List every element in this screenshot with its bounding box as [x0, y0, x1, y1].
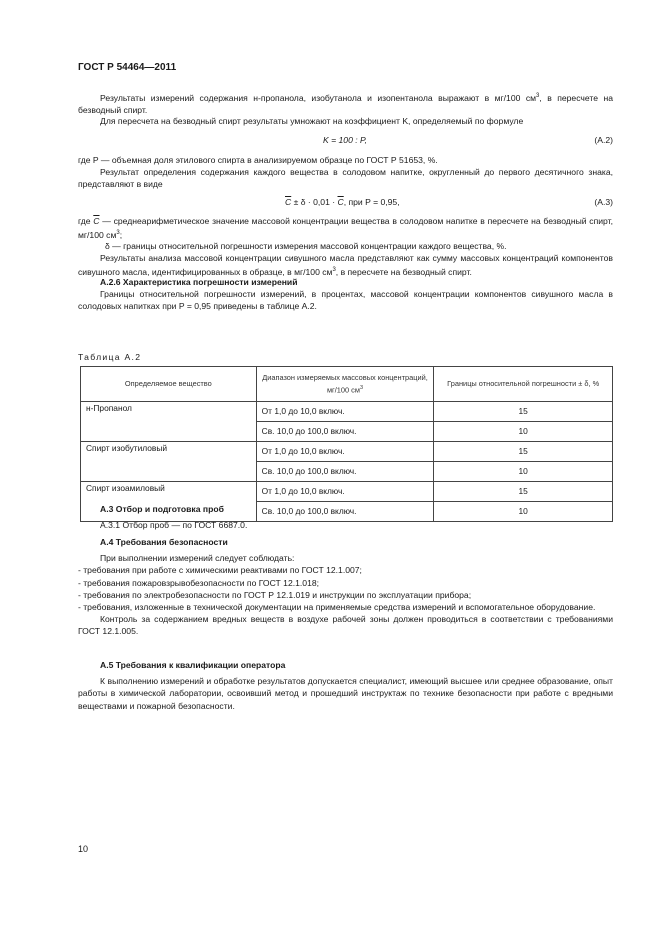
where-c-symbol: $\overline{C}$: [93, 216, 100, 226]
table-row: [81, 442, 613, 462]
cell-range: От 1,0 до 10,0 включ.: [256, 442, 434, 462]
where-delta-definition: [105, 240, 615, 252]
header-range: [256, 367, 434, 402]
where-c-end: ;: [119, 230, 123, 241]
error-table: [80, 366, 613, 522]
page-number: 10: [78, 844, 89, 854]
intro-p1-b: , в пересчете на безводный спирт.: [78, 92, 613, 116]
intro-p1-a: Результаты измерений содержания н-пропанола, изобутанола и изопентанола выражают в мг/100 см: [100, 92, 537, 103]
section-a4-lead: При выполнении измерений следует соблюдать:: [100, 553, 295, 564]
table-row: [81, 482, 613, 502]
header-range-sup: 3: [359, 384, 364, 391]
intro-p5-sup: 3: [332, 267, 336, 274]
standard-header: ГОСТ Р 54464—2011: [78, 62, 177, 73]
where-c-lead: где: [78, 216, 94, 226]
cell-error: 15: [434, 482, 613, 502]
cell-range: Св. 10,0 до 100,0 включ.: [256, 462, 434, 482]
intro-p4: Результат определения содержания каждого вещества в солодовом напитке, округленный до первого десятичного знака, представляют в виде: [78, 167, 613, 190]
formula-a3-number: (А.3): [594, 197, 613, 207]
cell-error: 15: [434, 402, 613, 422]
intro-p2: Для пересчета на безводный спирт результаты умножают на коэффициент K, определяемый по формуле: [100, 116, 524, 126]
formula-a3-tail: , при P = 0,95,: [343, 197, 400, 207]
cell-error: 10: [434, 502, 613, 522]
section-a3-text: А.3.1 Отбор проб — по ГОСТ 6687.0.: [100, 520, 248, 531]
intro-paragraph-1: [78, 90, 613, 116]
cell-range: От 1,0 до 10,0 включ.: [256, 482, 434, 502]
intro-p1-sup: 3: [536, 93, 540, 99]
cell-substance: Спирт изоамиловый: [81, 482, 257, 522]
intro-p3: где P — объемная доля этилового спирта в анализируемом образце по ГОСТ Р 51653, %.: [78, 155, 438, 165]
table-caption: Таблица А.2: [78, 352, 142, 362]
list-item: - требования при работе с химическими реактивами по ГОСТ 12.1.007;: [78, 565, 362, 576]
intro-p5-a: Результаты анализа массовой концентрации сивушного масла представляют как сумму массовых концентраций компонентов сивушного масла, идентифицированных в образце, в мг/100 см: [78, 253, 613, 278]
section-a4-title: А.4 Требования безопасности: [100, 537, 228, 547]
section-a4: [78, 536, 613, 638]
formula-a2-expr: K = 100 : P,: [323, 135, 368, 145]
section-a5-title: А.5 Требования к квалификации оператора: [100, 660, 286, 670]
intro-paragraph-5: [78, 252, 613, 278]
intro-paragraph-3: [78, 154, 613, 166]
formula-a3: [78, 196, 613, 208]
intro-paragraph-4: [78, 166, 613, 190]
cell-range: Св. 10,0 до 100,0 включ.: [256, 422, 434, 442]
table-header-row: [81, 367, 613, 402]
section-a5: [78, 659, 613, 712]
intro-paragraph-2: [78, 115, 613, 127]
cell-substance: Спирт изобутиловый: [81, 442, 257, 482]
formula-a3-c2: $\overline{C}$: [337, 197, 344, 207]
cell-range: Св. 10,0 до 100,0 включ.: [256, 502, 434, 522]
cell-range: От 1,0 до 10,0 включ.: [256, 402, 434, 422]
section-a26: [78, 276, 613, 313]
section-a26-title: А.2.6 Характеристика погрешности измерений: [100, 277, 298, 287]
formula-a3-c1: $\overline{C}$: [285, 197, 292, 207]
cell-error: 10: [434, 462, 613, 482]
cell-substance: н-Пропанол: [81, 402, 257, 442]
where-d-text: δ — границы относительной погрешности измерения массовой концентрации каждого вещества, %.: [105, 241, 507, 251]
section-a4-control: Контроль за содержанием вредных веществ в воздухе рабочей зоны должен проводиться в соответствии с требованиями ГОСТ 12.1.005.: [78, 614, 613, 637]
section-a5-text: К выполнению измерений и обработке результатов допускается специалист, имеющий высшее или среднее образование, опыт работы в химической лаборатории, освоивший метод и прошедший инструктаж по технике безопасности при работе с вредными веществами и пожарной безопасности.: [78, 676, 613, 711]
section-a3-title: А.3 Отбор и подготовка проб: [100, 504, 224, 514]
formula-a2-number: (А.2): [594, 135, 613, 145]
intro-p5-b: , в пересчете на безводный спирт.: [335, 267, 472, 278]
cell-error: 10: [434, 422, 613, 442]
cell-error: 15: [434, 442, 613, 462]
list-item: - требования, изложенные в технической документации на применяемые средства измерений и вспомогательное оборудование.: [78, 602, 596, 613]
formula-a2: [78, 134, 613, 146]
where-c-sup: 3: [116, 230, 120, 237]
header-error: Границы относительной погрешности ± δ, %: [434, 367, 613, 402]
header-substance: Определяемое вещество: [81, 367, 257, 402]
section-a3: [78, 503, 613, 531]
section-a26-text: Границы относительной погрешности измерений, в процентах, массовой концентрации компонентов сивушного масла в солодовых напитках при P = 0,95 приведены в таблице А.2.: [78, 289, 613, 312]
where-c-definition: [78, 215, 613, 241]
where-c-text: — среднеарифметическое значение массовой концентрации вещества в солодовом напитке в пересчете на безводный спирт, мг/100 см: [78, 216, 613, 241]
formula-a3-mid: ± δ · 0,01 ·: [291, 197, 338, 207]
list-item: - требования пожаровзрывобезопасности по ГОСТ 12.1.018;: [78, 577, 320, 588]
header-range-text: Диапазон измеряемых массовых концентраций, мг/100 см: [262, 372, 428, 395]
table-row: [81, 402, 613, 422]
list-item: - требования по электробезопасности по ГОСТ Р 12.1.019 и инструкции по эксплуатации прибора;: [78, 589, 472, 600]
